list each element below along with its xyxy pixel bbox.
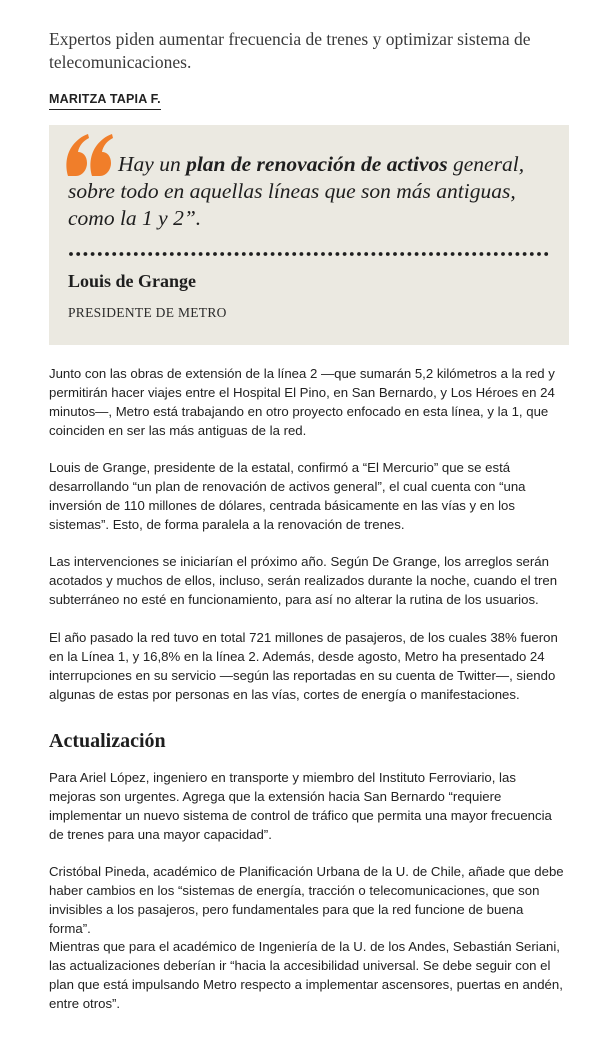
- section-paragraph: Cristóbal Pineda, académico de Planificación Urbana de la U. de Chile, añade que debe haber cambios en los “sistemas de energía, tracción o telecomunicaciones, que son invisibles a los pasajeros, pero fundamentales para que la red funcione de buena forma”.: [49, 864, 564, 936]
- body-paragraph: Louis de Grange, presidente de la estatal, confirmó a “El Mercurio” que se está desarrollando “un plan de renovación de activos general”, el cual cuenta con “una inversión de 110 millones de dólares, centrada básicamente en las vías y en los sistemas”. Esto, de forma paralela a la renovación de trenes.: [49, 460, 526, 532]
- author-byline[interactable]: MARITZA TAPIA F.: [49, 92, 161, 110]
- body-paragraph: Las intervenciones se iniciarían el próximo año. Según De Grange, los arreglos serán acotados y muchos de ellos, incluso, serán realizados durante la noche, cuando el tren subterráneo no esté en funcionamiento, para así no alterar la rutina de los usuarios.: [49, 554, 558, 607]
- body-paragraph: Junto con las obras de extensión de la línea 2 —que sumarán 5,2 kilómetros a la red y permitirán hacer viajes entre el Hospital El Pino, en San Bernardo, y Los Héroes en 24 minutos—, Metro está trabajando en otro proyecto enfocado en esta línea, y la 1, que coinciden en ser las más antiguas de la red.: [49, 366, 555, 438]
- quote-text-start: Hay un: [118, 152, 187, 176]
- section-paragraph: Mientras que para el académico de Ingeniería de la U. de los Andes, Sebastián Seriani, las actualizaciones deberían ir “hacia la accesibilidad universal. Se debe seguir con el plan que está impulsando Metro respecto a implementar ascensores, puertas en andén, entre otros”.: [49, 939, 563, 1011]
- article-subtitle: Expertos piden aumentar frecuencia de trenes y optimizar sistema de telecomunicaciones.: [49, 29, 531, 72]
- quote-text-highlight: plan de renovación de activos: [186, 152, 448, 176]
- quote-speaker-role: PRESIDENTE DE METRO: [68, 305, 227, 320]
- section-heading: Actualización: [49, 730, 166, 752]
- section-paragraph: Para Ariel López, ingeniero en transporte y miembro del Instituto Ferroviario, las mejoras son urgentes. Agrega que la extensión hacia San Bernardo “requiere implementar un nuevo sistema de control de tráfico que permita una mayor frecuencia de trenes para una mayor capacidad”.: [49, 770, 552, 842]
- pull-quote-text: [68, 151, 558, 232]
- body-paragraph: El año pasado la red tuvo en total 721 millones de pasajeros, de los cuales 38% fueron en la Línea 1, y 16,8% en la línea 2. Además, desde agosto, Metro ha presentado 24 interrupciones en su servicio —según las reportadas en su cuenta de Twitter—, siendo algunas de estas por personas en las vías, cortes de energía o manifestaciones.: [49, 630, 558, 702]
- dotted-divider: [68, 250, 550, 258]
- quote-speaker-name: Louis de Grange: [68, 271, 197, 291]
- quote-text-end: general, sobre todo en aquellas líneas que son más antiguas, como la 1 y 2”.: [68, 152, 525, 230]
